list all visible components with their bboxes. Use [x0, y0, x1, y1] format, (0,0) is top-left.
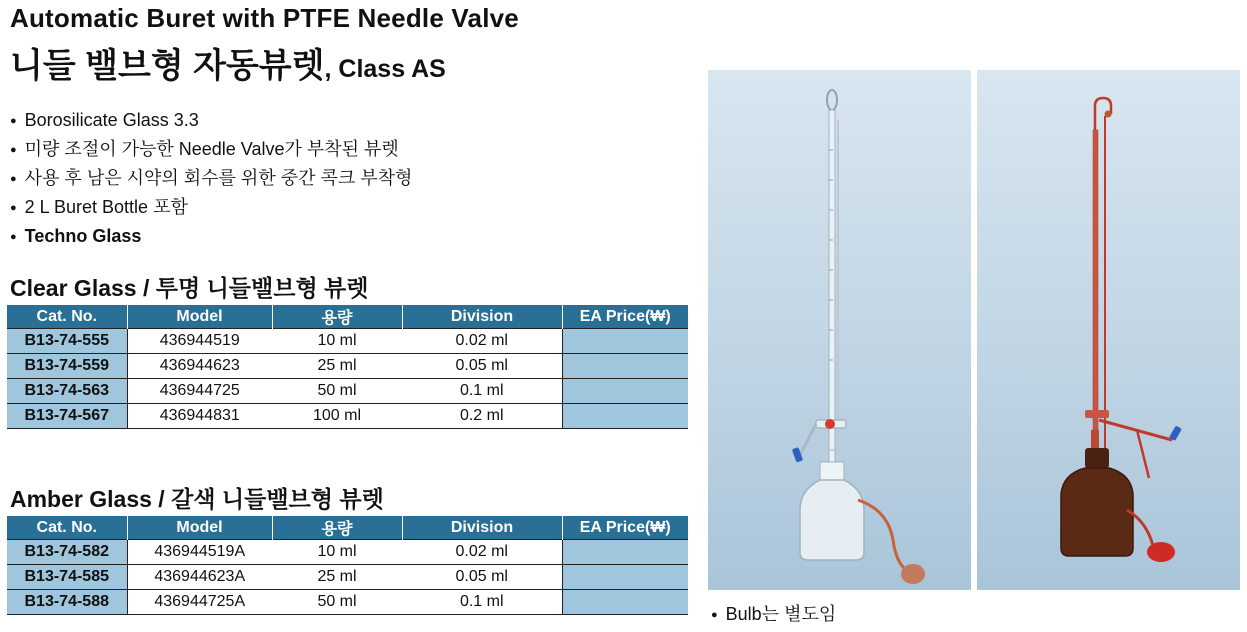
feature-item: ● 미량 조절이 가능한 Needle Valve가 부착된 뷰렛	[10, 136, 412, 165]
col-header-price: EA Price(₩)	[562, 305, 688, 329]
table-row	[7, 404, 688, 429]
cat-no-cell: B13-74-563	[7, 379, 127, 404]
feature-item: ● 2 L Buret Bottle 포함	[10, 194, 412, 223]
price-cell	[562, 565, 688, 590]
model-cell: 436944623	[127, 354, 272, 379]
division-cell: 0.05 ml	[402, 565, 562, 590]
col-header-cat: Cat. No.	[7, 516, 127, 540]
price-cell	[562, 590, 688, 615]
table-row	[7, 329, 688, 354]
amber-buret-illustration	[977, 70, 1240, 590]
cat-no-cell: B13-74-588	[7, 590, 127, 615]
cat-no-cell: B13-74-559	[7, 354, 127, 379]
division-cell: 0.1 ml	[402, 379, 562, 404]
capacity-cell: 10 ml	[272, 540, 402, 565]
col-header-capacity: 용량	[272, 305, 402, 329]
col-header-capacity: 용량	[272, 516, 402, 540]
model-cell: 436944831	[127, 404, 272, 429]
cat-no-cell: B13-74-555	[7, 329, 127, 354]
price-cell	[562, 404, 688, 429]
capacity-cell: 25 ml	[272, 354, 402, 379]
table-row	[7, 540, 688, 565]
table-row	[7, 354, 688, 379]
title-korean	[10, 38, 446, 87]
col-header-division: Division	[402, 516, 562, 540]
table-row	[7, 379, 688, 404]
feature-item: ● Borosilicate Glass 3.3	[10, 107, 412, 136]
feature-item-brand: ● Techno Glass	[10, 223, 412, 252]
table-header-row	[7, 305, 688, 329]
col-header-model: Model	[127, 516, 272, 540]
capacity-cell: 50 ml	[272, 590, 402, 615]
col-header-price: EA Price(₩)	[562, 516, 688, 540]
division-cell: 0.02 ml	[402, 540, 562, 565]
clear-buret-illustration	[708, 70, 971, 590]
capacity-cell: 25 ml	[272, 565, 402, 590]
cat-no-cell: B13-74-585	[7, 565, 127, 590]
title-class: , Class AS	[324, 55, 446, 83]
table-header-row	[7, 516, 688, 540]
title-english: Automatic Buret with PTFE Needle Valve	[10, 3, 519, 33]
col-header-cat: Cat. No.	[7, 305, 127, 329]
table-row	[7, 590, 688, 615]
division-cell: 0.2 ml	[402, 404, 562, 429]
price-cell	[562, 329, 688, 354]
price-cell	[562, 540, 688, 565]
clear-glass-table	[7, 305, 688, 429]
amber-buret-photo	[977, 70, 1240, 590]
division-cell: 0.02 ml	[402, 329, 562, 354]
model-cell: 436944519	[127, 329, 272, 354]
model-cell: 436944725	[127, 379, 272, 404]
cat-no-cell: B13-74-567	[7, 404, 127, 429]
cat-no-cell: B13-74-582	[7, 540, 127, 565]
feature-item: ● 사용 후 남은 시약의 회수를 위한 중간 콕크 부착형	[10, 165, 412, 194]
bulb-note: ● Bulb는 별도임	[711, 600, 836, 626]
price-cell	[562, 354, 688, 379]
model-cell: 436944519A	[127, 540, 272, 565]
clear-buret-photo	[708, 70, 971, 590]
col-header-division: Division	[402, 305, 562, 329]
capacity-cell: 50 ml	[272, 379, 402, 404]
capacity-cell: 100 ml	[272, 404, 402, 429]
clear-section-title: Clear Glass / 투명 니들밸브형 뷰렛	[10, 275, 369, 301]
model-cell: 436944623A	[127, 565, 272, 590]
price-cell	[562, 379, 688, 404]
col-header-model: Model	[127, 305, 272, 329]
division-cell: 0.1 ml	[402, 590, 562, 615]
amber-glass-table	[7, 516, 688, 615]
division-cell: 0.05 ml	[402, 354, 562, 379]
capacity-cell: 10 ml	[272, 329, 402, 354]
model-cell: 436944725A	[127, 590, 272, 615]
table-row	[7, 565, 688, 590]
amber-section-title: Amber Glass / 갈색 니들밸브형 뷰렛	[10, 486, 384, 512]
feature-list	[10, 107, 412, 252]
title-korean-main: 니들 밸브형 자동뷰렛	[10, 47, 325, 85]
